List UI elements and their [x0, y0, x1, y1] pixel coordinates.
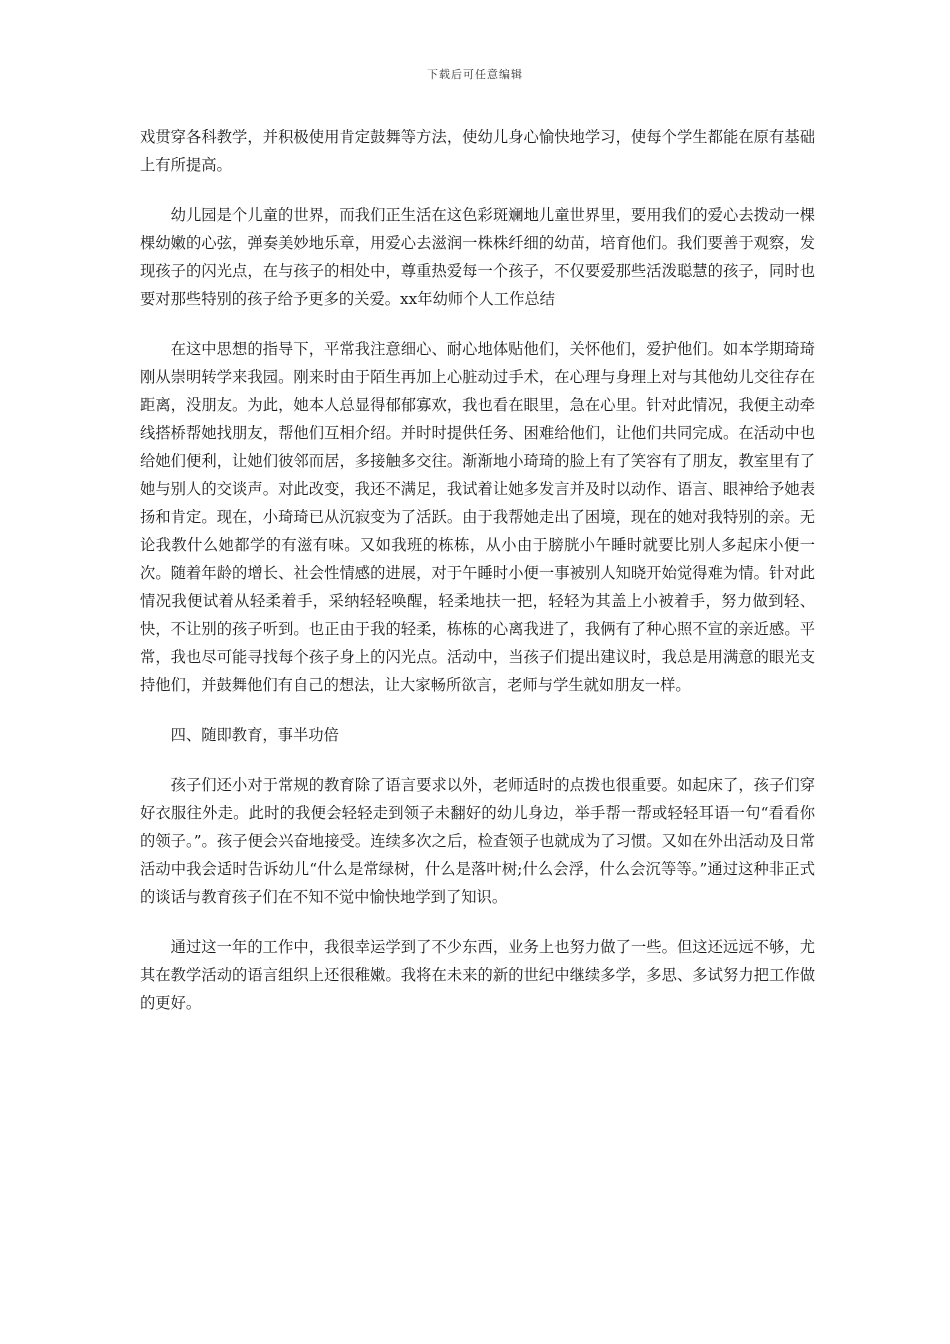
- paragraph-kindergarten-world: 幼儿园是个儿童的世界，而我们正生活在这色彩斑斓地儿童世界里，要用我们的爱心去拨动一棵棵幼嫩的心弦，弹奏美妙地乐章，用爱心去滋润一株株纤细的幼苗，培育他们。我们要善于观察，发现孩子的闪光点，在与孩子的相处中，尊重热爱每一个孩子，不仅要爱那些活泼聪慧的孩子，同时也要对那些特别的孩子给予更多的关爱。xx年幼师个人工作总结: [140, 206, 815, 308]
- document-body: [140, 123, 815, 1017]
- paragraph-timely-education: 孩子们还小对于常规的教育除了语言要求以外，老师适时的点拨也很重要。如起床了，孩子们穿好衣服往外走。此时的我便会轻轻走到领子未翻好的幼儿身边，举手帮一帮或轻轻耳语一句“看看你的领子。”。孩子便会兴奋地接受。连续多次之后，检查领子也就成为了习惯。又如在外出活动及日常活动中我会适时告诉幼儿“什么是常绿树，什么是落叶树;什么会浮，什么会沉等等。”通过这种非正式的谈话与教育孩子们在不知不觉中愉快地学到了知识。: [140, 776, 815, 906]
- paragraph-conclusion: 通过这一年的工作中，我很幸运学到了不少东西，业务上也努力做了一些。但这还远远不够，尤其在教学活动的语言组织上还很稚嫩。我将在未来的新的世纪中继续多学，多思、多试努力把工作做的更好。: [140, 938, 815, 1012]
- paragraph-gap: [140, 179, 815, 201]
- paragraph-continuation: 戏贯穿各科教学，并积极使用肯定鼓舞等方法，使幼儿身心愉快地学习，使每个学生都能在原有基础上有所提高。: [140, 128, 815, 174]
- page-header: 下载后可任意编辑: [427, 68, 523, 81]
- paragraph-gap: [140, 911, 815, 933]
- paragraph-gap: [140, 699, 815, 721]
- paragraph-gap: [140, 313, 815, 335]
- paragraph-guidance: 在这中思想的指导下，平常我注意细心、耐心地体贴他们，关怀他们，爱护他们。如本学期琦琦刚从崇明转学来我园。刚来时由于陌生再加上心脏动过手术，在心理与身理上对与其他幼儿交往存在距离，没朋友。为此，她本人总显得郁郁寡欢，我也看在眼里，急在心里。针对此情况，我便主动牵线搭桥帮她找朋友，帮他们互相介绍。并时时提供任务、困难给他们，让他们共同完成。在活动中也给她们便利，让她们彼邻而居，多接触多交往。渐渐地小琦琦的脸上有了笑容有了朋友，教室里有了她与别人的交谈声。对此改变，我还不满足，我试着让她多发言并及时以动作、语言、眼神给予她表扬和肯定。现在，小琦琦已从沉寂变为了活跃。由于我帮她走出了困境，现在的她对我特别的亲。无论我教什么她都学的有滋有味。又如我班的栋栋，从小由于膀胱小午睡时就要比别人多起床小便一次。随着年龄的增长、社会性情感的进展，对于午睡时小便一事被别人知晓开始觉得难为情。针对此情况我便试着从轻柔着手，采纳轻轻唤醒，轻柔地扶一把，轻轻为其盖上小被着手，努力做到轻、快，不让别的孩子听到。也正由于我的轻柔，栋栋的心离我进了，我俩有了种心照不宣的亲近感。平常，我也尽可能寻找每个孩子身上的闪光点。活动中，当孩子们提出建议时，我总是用满意的眼光支持他们，并鼓舞他们有自己的想法，让大家畅所欲言，老师与学生就如朋友一样。: [140, 340, 815, 694]
- paragraph-gap: [140, 749, 815, 771]
- section-heading: 四、随即教育，事半功倍: [170, 726, 339, 744]
